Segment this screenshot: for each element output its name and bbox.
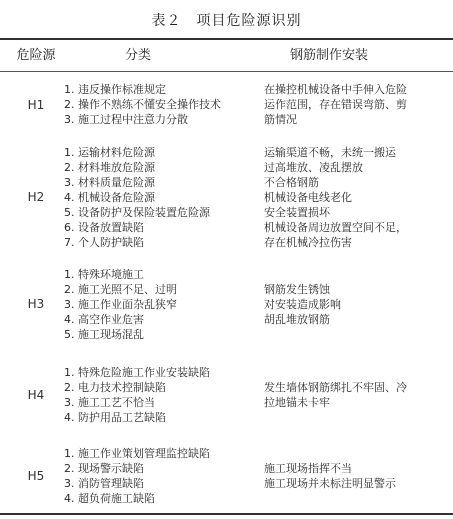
category-item: 7. 个人防护缺陷 <box>64 236 144 249</box>
detail-item: 过高堆放、凌乱摆放 <box>264 161 363 174</box>
category-item: 1. 违反操作标准规定 <box>64 83 166 96</box>
category-list <box>64 82 260 127</box>
category-item: 3. 材料质量危险源 <box>64 176 155 189</box>
category-item: 2. 操作不熟练不懂安全操作技术 <box>64 98 221 111</box>
category-item: 2. 电力技术控制缺陷 <box>64 381 166 394</box>
category-item: 3. 施工过程中注意力分散 <box>64 113 188 126</box>
header-rebar-installation: 钢筋制作安装 <box>290 48 369 63</box>
header-category: 分类 <box>125 48 152 63</box>
category-item: 5. 设备防护及保险装置危险源 <box>64 206 210 219</box>
detail-item: 筋情况 <box>264 113 297 126</box>
detail-list <box>264 461 450 491</box>
category-item: 3. 消防管理缺陷 <box>64 477 144 490</box>
detail-item: 不合格钢筋 <box>264 176 319 189</box>
category-item: 2. 材料堆放危险源 <box>64 161 155 174</box>
category-item: 2. 施工光照不足、过明 <box>64 283 177 296</box>
detail-item: 存在机械冷拉伤害 <box>264 236 352 249</box>
category-item: 2. 现场警示缺陷 <box>64 462 144 475</box>
detail-item: 对安装造成影响 <box>264 298 341 311</box>
category-item: 4. 超负荷施工缺陷 <box>64 492 155 505</box>
category-list <box>64 145 260 250</box>
table-top-rule <box>0 38 453 40</box>
category-item: 4. 高空作业危害 <box>64 313 144 326</box>
category-item: 1. 特殊危险施工作业安装缺陷 <box>64 366 210 379</box>
category-item: 6. 设备放置缺陷 <box>64 221 144 234</box>
detail-list <box>264 145 450 250</box>
detail-item: 安全装置损坏 <box>264 206 330 219</box>
detail-item: 钢筋发生锈蚀 <box>264 283 330 296</box>
hazard-code: H3 <box>27 297 45 311</box>
category-item: 1. 运输材料危险源 <box>64 146 155 159</box>
detail-item: 发生墙体钢筋绑扎不牢固、冷 <box>264 381 407 394</box>
category-item: 5. 施工现场混乱 <box>64 328 144 341</box>
detail-list <box>264 282 450 327</box>
hazard-code: H4 <box>27 388 45 402</box>
hazard-code: H2 <box>27 190 45 204</box>
table-header-rule <box>0 71 453 72</box>
detail-item: 机械设备电线老化 <box>264 191 352 204</box>
detail-item: 拉地锚未卡牢 <box>264 396 330 409</box>
category-list <box>64 267 260 342</box>
table-caption: 表２ 项目危险源识别 <box>151 13 302 29</box>
category-item: 1. 特殊环境施工 <box>64 268 144 281</box>
category-item: 4. 防护用品工艺缺陷 <box>64 411 166 424</box>
detail-item: 施工现场指挥不当 <box>264 462 352 475</box>
category-list <box>64 365 260 425</box>
detail-item: 施工现场并未标注明显警示 <box>264 477 396 490</box>
table-bottom-rule <box>0 513 453 515</box>
detail-list <box>264 380 450 410</box>
category-item: 1. 施工作业策划管理监控缺陷 <box>64 447 210 460</box>
detail-item: 在操控机械设备中手伸入危险 <box>264 83 407 96</box>
hazard-code: H1 <box>27 98 45 112</box>
category-item: 4. 机械设备危险源 <box>64 191 155 204</box>
hazard-code: H5 <box>27 469 45 483</box>
category-list <box>64 446 260 506</box>
detail-item: 胡乱堆放钢筋 <box>264 313 330 326</box>
category-item: 3. 施工工艺不恰当 <box>64 396 155 409</box>
detail-item: 运输渠道不畅，未统一搬运 <box>264 146 396 159</box>
header-hazard-source: 危险源 <box>16 48 56 63</box>
detail-item: 机械设备周边放置空间不足， <box>264 221 407 234</box>
detail-item: 运作范围，存在错误弯筋、剪 <box>264 98 407 111</box>
category-item: 3. 施工作业面杂乱狭窄 <box>64 298 177 311</box>
detail-list <box>264 82 450 127</box>
